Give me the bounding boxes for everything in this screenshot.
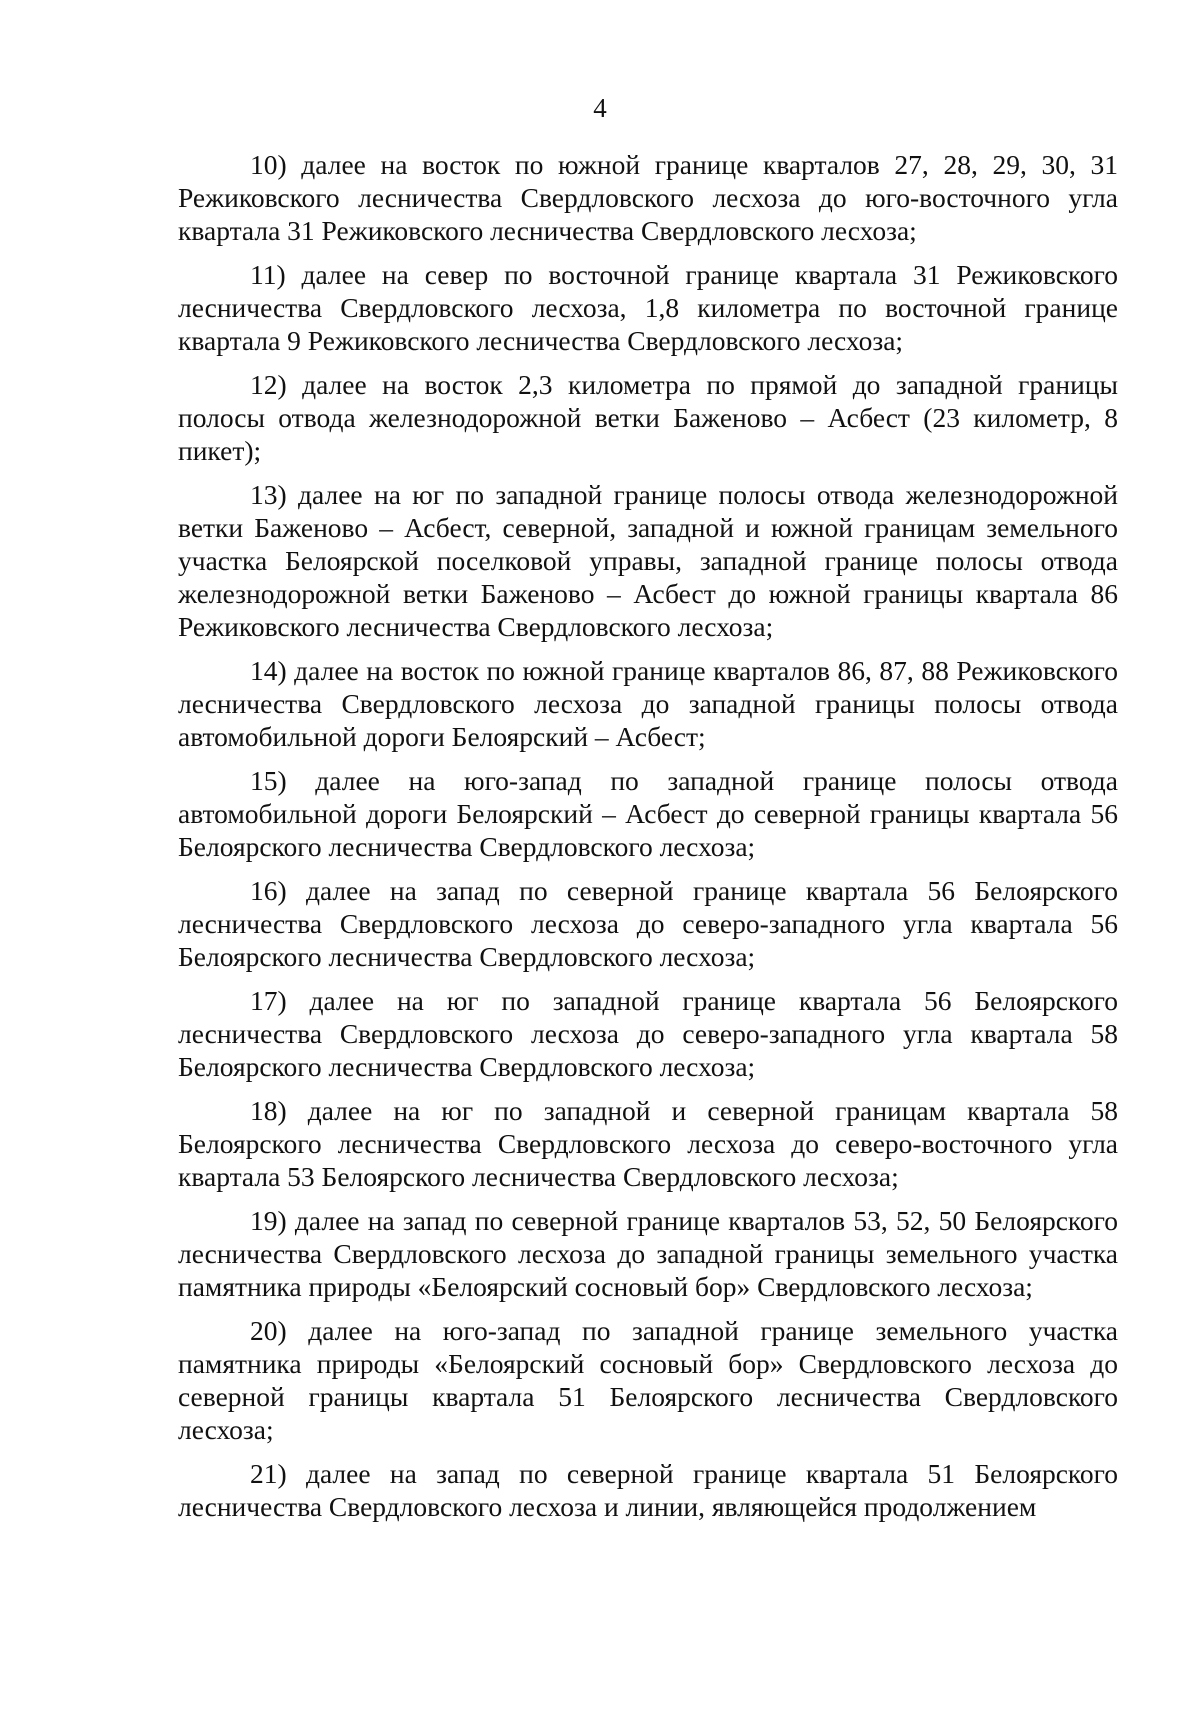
paragraph-19: 19) далее на запад по северной границе кварталов 53, 52, 50 Белоярского лесничества Свердловского лесхоза до западной границы земельного участка памятника природы «Белоярский сосновый бор» Свердловского лесхоза; [178,1205,1118,1302]
paragraph-17: 17) далее на юг по западной границе квартала 56 Белоярского лесничества Свердловского лесхоза до северо-западного угла квартала 58 Белоярского лесничества Свердловского лесхоза; [178,985,1118,1082]
paragraph-14: 14) далее на восток по южной границе кварталов 86, 87, 88 Режиковского лесничества Свердловского лесхоза до западной границы полосы отвода автомобильной дороги Белоярский – Асбест; [178,655,1118,752]
page-number: 4 [593,93,607,123]
paragraph-18: 18) далее на юг по западной и северной границам квартала 58 Белоярского лесничества Свердловского лесхоза до северо-восточного угла квартала 53 Белоярского лесничества Свердловского лесхоза; [178,1095,1118,1192]
paragraph-13: 13) далее на юг по западной границе полосы отвода железнодорожной ветки Баженово – Асбест, северной, западной и южной границам земельного участка Белоярской поселковой управы, западной границе полосы отвода железнодорожной ветки Баженово – Асбест до южной границы квартала 86 Режиковского лесничества Свердловского лесхоза; [178,479,1118,642]
paragraph-10: 10) далее на восток по южной границе кварталов 27, 28, 29, 30, 31 Режиковского лесничества Свердловского лесхоза до юго-восточного угла квартала 31 Режиковского лесничества Свердловского лесхоза; [178,149,1118,246]
paragraph-20: 20) далее на юго-запад по западной границе земельного участка памятника природы «Белоярский сосновый бор» Свердловского лесхоза до северной границы квартала 51 Белоярского лесничества Свердловского лесхоза; [178,1315,1118,1445]
paragraph-15: 15) далее на юго-запад по западной границе полосы отвода автомобильной дороги Белоярский – Асбест до северной границы квартала 56 Белоярского лесничества Свердловского лесхоза; [178,765,1118,862]
paragraph-11: 11) далее на север по восточной границе квартала 31 Режиковского лесничества Свердловского лесхоза, 1,8 километра по восточной границе квартала 9 Режиковского лесничества Свердловского лесхоза; [178,259,1118,356]
paragraph-21: 21) далее на запад по северной границе квартала 51 Белоярского лесничества Свердловского лесхоза и линии, являющейся продолжением [178,1458,1118,1522]
document-body [178,148,1118,1534]
paragraph-12: 12) далее на восток 2,3 километра по прямой до западной границы полосы отвода железнодорожной ветки Баженово – Асбест (23 километр, 8 пикет); [178,369,1118,466]
paragraph-16: 16) далее на запад по северной границе квартала 56 Белоярского лесничества Свердловского лесхоза до северо-западного угла квартала 56 Белоярского лесничества Свердловского лесхоза; [178,875,1118,972]
